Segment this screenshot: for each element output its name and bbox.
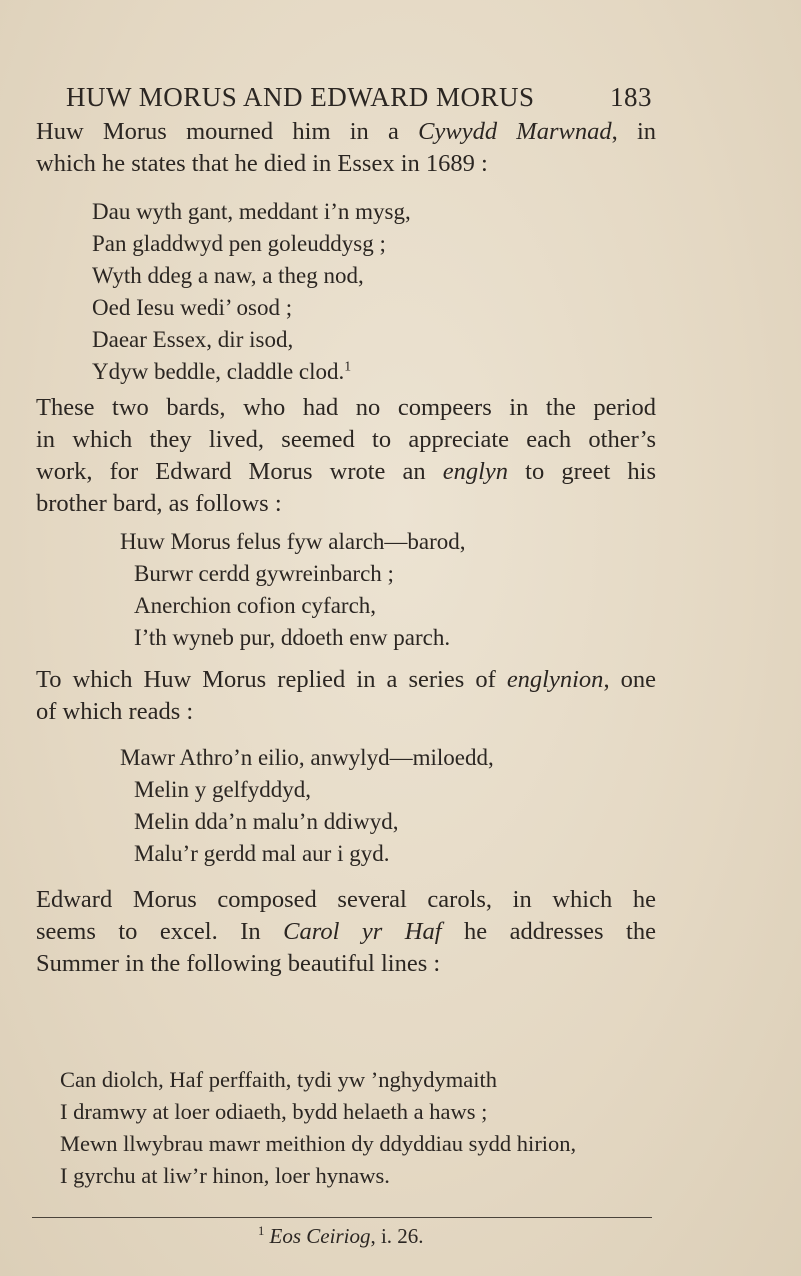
verse-3-line: Melin dda’n malu’n ddiwyd, — [134, 809, 399, 834]
verse-2-line: Burwr cerdd gywreinbarch ; — [134, 561, 394, 586]
verse-1-line: Oed Iesu wedi’ osod ; — [92, 295, 293, 320]
verse-1 — [92, 196, 411, 388]
verse-3-line: Melin y gelfyddyd, — [134, 777, 311, 802]
paragraph-1-line-2: which he states that he died in Essex in 1689 : — [36, 150, 488, 177]
paragraph-4-line-3: Summer in the following beautiful lines : — [36, 950, 441, 977]
verse-3-line: Malu’r gerdd mal aur i gyd. — [134, 841, 390, 866]
verse-3 — [120, 742, 494, 870]
verse-4-line: Can diolch, Haf perffaith, tydi yw ’nghydymaith — [60, 1067, 497, 1092]
paragraph-4 — [36, 884, 656, 980]
paragraph-2-line-4: brother bard, as follows : — [36, 490, 282, 517]
paragraph-3 — [36, 664, 656, 728]
verse-4-line: I gyrchu at liw’r hinon, loer hynaws. — [60, 1163, 390, 1188]
verse-1-line: Wyth ddeg a naw, a theg nod, — [92, 263, 364, 288]
verse-1-line: Pan gladdwyd pen goleuddysg ; — [92, 231, 386, 256]
paragraph-3-line-1: To which Huw Morus replied in a series of englynion, one — [36, 666, 657, 693]
footnote-marker: 1 — [258, 1224, 265, 1238]
paragraph-2 — [36, 392, 656, 520]
verse-2-line: Huw Morus felus fyw alarch—barod, — [120, 529, 466, 554]
paragraph-3-line-2: of which reads : — [36, 698, 194, 725]
verse-2-line: I’th wyneb pur, ddoeth enw parch. — [134, 625, 451, 650]
verse-4-line: Mewn llwybrau mawr meithion dy ddyddiau sydd hirion, — [60, 1131, 577, 1156]
paragraph-2-line-1: These two bards, who had no compeers in the period — [36, 394, 656, 421]
paragraph-1 — [36, 116, 656, 180]
verse-4 — [60, 1064, 576, 1192]
running-head — [66, 82, 652, 113]
running-title: HUW MORUS AND EDWARD MORUS — [66, 82, 535, 112]
paragraph-4-line-1: Edward Morus composed several carols, in which he — [36, 886, 656, 913]
verse-3-line: Mawr Athro’n eilio, anwylyd—miloedd, — [120, 745, 494, 770]
page-number: 183 — [610, 82, 652, 112]
footnote-marker: 1 — [344, 358, 352, 374]
footnote-reference: , i. 26. — [370, 1224, 424, 1248]
paragraph-2-line-3: work, for Edward Morus wrote an englyn to greet his — [36, 458, 656, 485]
paragraph-2-line-2: in which they lived, seemed to appreciate each other’s — [36, 426, 656, 453]
footnote — [258, 1224, 424, 1249]
paragraph-4-line-2: seems to excel. In Carol yr Haf he addresses the — [36, 918, 656, 945]
verse-2-line: Anerchion cofion cyfarch, — [134, 593, 377, 618]
verse-1-line: Daear Essex, dir isod, — [92, 327, 294, 352]
paragraph-1-line-1: Huw Morus mourned him in a Cywydd Marwnad, in — [36, 118, 657, 145]
footnote-rule — [32, 1217, 652, 1218]
verse-2 — [120, 526, 466, 654]
verse-1-line: Ydyw beddle, claddle clod.$^1$ — [92, 358, 352, 384]
verse-4-line: I dramwy at loer odiaeth, bydd helaeth a haws ; — [60, 1099, 488, 1124]
footnote-source: Eos Ceiriog — [269, 1224, 371, 1248]
verse-1-line: Dau wyth gant, meddant i’n mysg, — [92, 199, 411, 224]
